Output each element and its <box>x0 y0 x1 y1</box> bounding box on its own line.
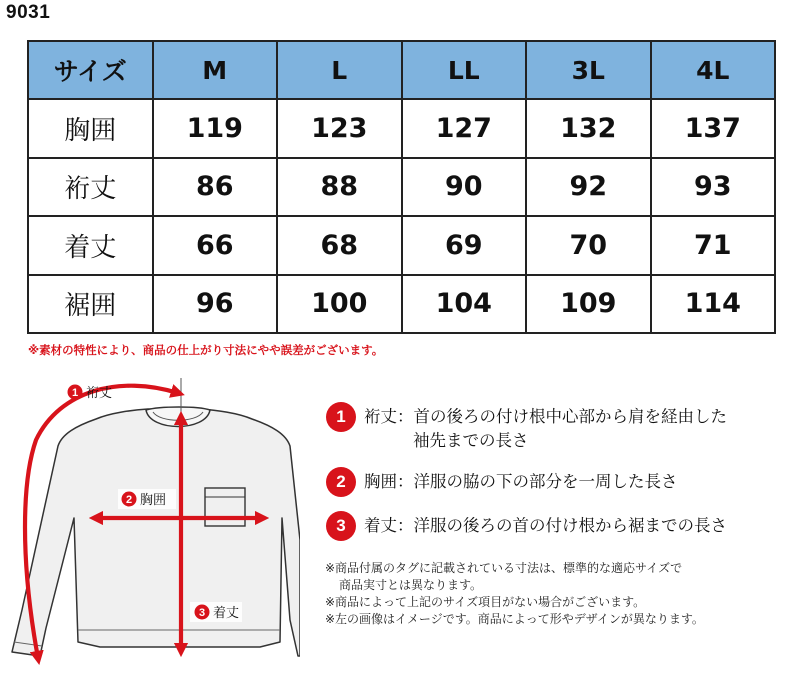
legend-name: 着丈： <box>364 516 414 535</box>
svg-text:着丈: 着丈 <box>213 606 240 621</box>
table-cell: 66 <box>153 216 278 275</box>
note-line: ※商品によって上記のサイズ項目がない場合がございます。 <box>325 595 646 609</box>
table-cell: 137 <box>651 99 776 158</box>
header-cell: L <box>277 41 402 99</box>
table-cell: 100 <box>277 275 402 334</box>
table-cell: 96 <box>153 275 278 334</box>
table-cell: 69 <box>402 216 527 275</box>
svg-text:裄丈: 裄丈 <box>86 386 113 401</box>
table-cell: 93 <box>651 158 776 217</box>
legend-description: 洋服の後ろの首の付け根から裾までの長さ <box>413 516 727 535</box>
table-cell: 104 <box>402 275 527 334</box>
label-chest <box>118 489 176 509</box>
header-cell: LL <box>402 41 527 99</box>
note-line: 商品実寸とは異なります。 <box>339 578 483 592</box>
product-code: 9031 <box>6 2 51 23</box>
table-cell: 71 <box>651 216 776 275</box>
svg-text:3: 3 <box>198 607 206 619</box>
note-line: ※商品付属のタグに記載されている寸法は、標準的な適応サイズで <box>325 561 683 575</box>
legend-description: 首の後ろの付け根中心部から肩を経由した <box>413 407 727 426</box>
table-cell: 127 <box>402 99 527 158</box>
label-body-length <box>190 602 242 622</box>
table-cell: 92 <box>526 158 651 217</box>
label-sleeve-length <box>68 385 113 402</box>
measurement-legend <box>326 402 786 555</box>
row-label: 裄丈 <box>28 158 153 217</box>
header-cell: 3L <box>526 41 651 99</box>
legend-name: 裄丈： <box>364 407 414 426</box>
table-header-row <box>28 41 775 99</box>
table-row <box>28 158 775 217</box>
legend-number-badge: 3 <box>326 511 356 541</box>
table-cell: 86 <box>153 158 278 217</box>
legend-item <box>326 467 786 497</box>
table-cell: 123 <box>277 99 402 158</box>
header-cell: 4L <box>651 41 776 99</box>
table-row <box>28 275 775 334</box>
row-label: 裾囲 <box>28 275 153 334</box>
table-cell: 132 <box>526 99 651 158</box>
garment-diagram <box>0 360 300 683</box>
table-cell: 90 <box>402 158 527 217</box>
table-row <box>28 99 775 158</box>
notes <box>325 560 785 628</box>
row-label: 胸囲 <box>28 99 153 158</box>
table-row <box>28 216 775 275</box>
table-cell: 114 <box>651 275 776 334</box>
header-cell: サイズ <box>28 41 153 99</box>
table-cell: 70 <box>526 216 651 275</box>
shirt-outline-icon <box>12 407 300 656</box>
table-cell: 109 <box>526 275 651 334</box>
warning-text: ※素材の特性により、商品の仕上がり寸法にやや誤差がございます。 <box>28 343 384 357</box>
table-cell: 88 <box>277 158 402 217</box>
legend-number-badge: 1 <box>326 402 356 432</box>
legend-name: 胸囲： <box>364 472 414 491</box>
legend-description: 洋服の脇の下の部分を一周した長さ <box>413 472 678 491</box>
legend-description-cont: 袖先までの長さ <box>413 431 529 450</box>
svg-text:2: 2 <box>125 494 133 506</box>
svg-text:胸囲: 胸囲 <box>140 493 167 508</box>
legend-number-badge: 2 <box>326 467 356 497</box>
legend-item <box>326 402 786 453</box>
svg-text:1: 1 <box>71 387 79 399</box>
size-table <box>27 40 776 334</box>
table-cell: 119 <box>153 99 278 158</box>
header-cell: M <box>153 41 278 99</box>
note-line: ※左の画像はイメージです。商品によって形やデザインが異なります。 <box>325 612 704 626</box>
row-label: 着丈 <box>28 216 153 275</box>
table-cell: 68 <box>277 216 402 275</box>
legend-item <box>326 511 786 541</box>
